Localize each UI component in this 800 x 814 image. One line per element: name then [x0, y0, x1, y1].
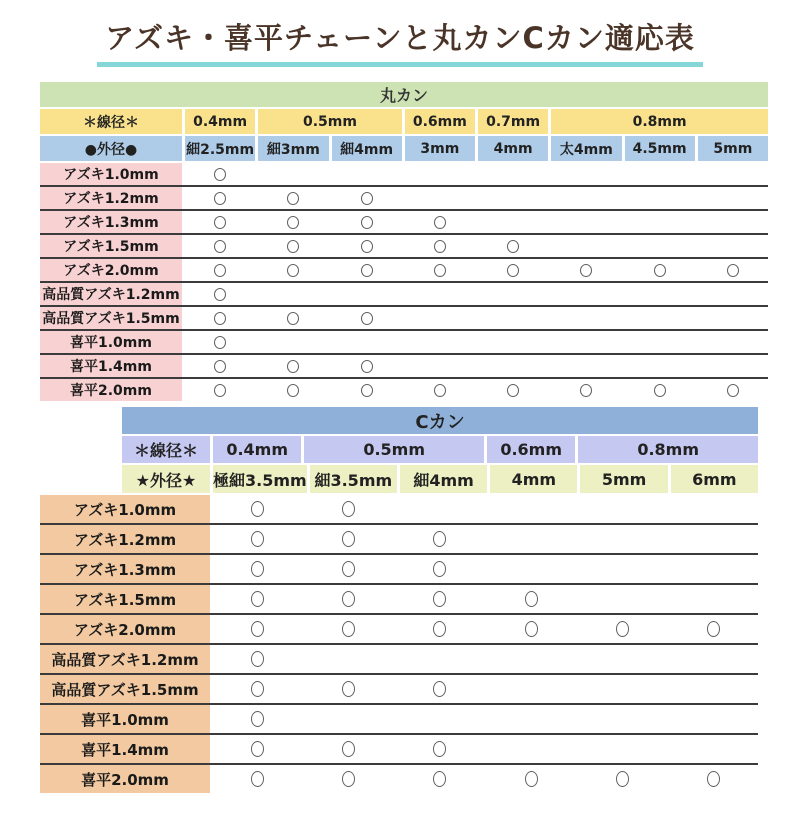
chain-label: 喜平1.0mm — [40, 331, 182, 353]
grid-cell — [304, 735, 392, 763]
circle-mark-icon — [433, 561, 446, 577]
grid-cell — [578, 525, 666, 553]
chain-label: 高品質アズキ1.5mm — [40, 307, 182, 329]
grid-cell — [625, 211, 695, 233]
grid-cell — [304, 555, 392, 583]
chain-label: アズキ2.0mm — [40, 259, 182, 281]
grid-cell — [487, 555, 575, 583]
outer-size-cell: 細3.5mm — [310, 465, 397, 493]
grid-cell — [213, 645, 301, 673]
grid-cell — [396, 645, 484, 673]
outer-size-cell: 細3mm — [258, 136, 328, 161]
grid-cell — [551, 283, 621, 305]
circle-mark-icon — [727, 264, 739, 277]
grid-cell — [698, 283, 768, 305]
grid-cell — [405, 259, 475, 281]
grid-cell — [625, 163, 695, 185]
circle-mark-icon — [342, 591, 355, 607]
grid-cell — [304, 765, 392, 793]
grid-cell — [332, 211, 402, 233]
grid-cell — [478, 331, 548, 353]
circle-mark-icon — [214, 192, 226, 205]
circle-mark-icon — [727, 384, 739, 397]
circle-mark-icon — [361, 312, 373, 325]
grid-cell — [487, 525, 575, 553]
circle-mark-icon — [342, 621, 355, 637]
grid-cell — [185, 379, 255, 401]
chain-label: 高品質アズキ1.2mm — [40, 645, 210, 673]
grid-cell — [625, 259, 695, 281]
grid-cell — [578, 615, 666, 643]
wire-diameter-header: ＊線径＊ — [40, 109, 182, 134]
grid-cell — [578, 555, 666, 583]
grid-cell — [578, 705, 666, 733]
circle-mark-icon — [361, 264, 373, 277]
grid-cell — [396, 525, 484, 553]
grid-cell — [487, 615, 575, 643]
circle-mark-icon — [287, 216, 299, 229]
grid-cell — [478, 307, 548, 329]
table-row — [40, 615, 758, 645]
table-row — [40, 675, 758, 705]
grid-cell — [258, 259, 328, 281]
circle-mark-icon — [361, 216, 373, 229]
grid-cell — [396, 705, 484, 733]
grid-cell — [213, 705, 301, 733]
circle-mark-icon — [654, 264, 666, 277]
circle-mark-icon — [251, 501, 264, 517]
grid-cell — [213, 675, 301, 703]
grid-cell — [213, 555, 301, 583]
grid-cell — [213, 585, 301, 613]
table-row — [40, 307, 768, 331]
table-row — [40, 235, 768, 259]
grid-cell — [213, 735, 301, 763]
table-title: Cカン — [122, 407, 758, 434]
grid-cell — [185, 163, 255, 185]
circle-mark-icon — [287, 384, 299, 397]
table-row — [40, 525, 758, 555]
grid-cell — [185, 283, 255, 305]
grid-cell — [478, 235, 548, 257]
grid-cell — [396, 585, 484, 613]
grid-cell — [304, 615, 392, 643]
outer-diameter-header: ●外径● — [40, 136, 182, 161]
grid-cell — [258, 307, 328, 329]
grid-cell — [487, 765, 575, 793]
grid-cell — [698, 187, 768, 209]
circle-mark-icon — [214, 336, 226, 349]
circle-mark-icon — [434, 216, 446, 229]
chain-label: アズキ1.2mm — [40, 525, 210, 553]
circle-mark-icon — [251, 711, 264, 727]
table-row — [40, 82, 768, 107]
grid-cell — [625, 355, 695, 377]
table-row — [40, 555, 758, 585]
wire-diameter-header: ＊線径＊ — [122, 436, 210, 463]
table-row — [40, 407, 758, 434]
chain-label: 高品質アズキ1.2mm — [40, 283, 182, 305]
grid-cell — [258, 331, 328, 353]
grid-cell — [698, 379, 768, 401]
grid-cell — [698, 163, 768, 185]
circle-mark-icon — [434, 264, 446, 277]
circle-mark-icon — [434, 240, 446, 253]
circle-mark-icon — [507, 384, 519, 397]
outer-size-cell: 細2.5mm — [185, 136, 255, 161]
table-row — [40, 283, 768, 307]
outer-size-cell: 極細3.5mm — [213, 465, 307, 493]
grid-cell — [332, 307, 402, 329]
table-row — [40, 187, 768, 211]
chain-label: 喜平1.0mm — [40, 705, 210, 733]
chain-label: アズキ1.3mm — [40, 211, 182, 233]
table-row — [40, 735, 758, 765]
circle-mark-icon — [580, 384, 592, 397]
grid-cell — [478, 379, 548, 401]
wire-size-cell: 0.8mm — [578, 436, 758, 463]
grid-cell — [258, 379, 328, 401]
circle-mark-icon — [433, 771, 446, 787]
table-row — [40, 379, 768, 401]
grid-cell — [405, 379, 475, 401]
chain-label: 喜平1.4mm — [40, 735, 210, 763]
grid-cell — [578, 675, 666, 703]
circle-mark-icon — [525, 621, 538, 637]
circle-mark-icon — [616, 621, 629, 637]
grid-cell — [304, 705, 392, 733]
grid-cell — [185, 235, 255, 257]
grid-cell — [578, 645, 666, 673]
circle-mark-icon — [251, 561, 264, 577]
grid-cell — [551, 187, 621, 209]
grid-cell — [698, 259, 768, 281]
grid-cell — [625, 235, 695, 257]
grid-cell — [304, 525, 392, 553]
grid-cell — [396, 675, 484, 703]
grid-cell — [670, 645, 758, 673]
circle-mark-icon — [507, 264, 519, 277]
grid-cell — [405, 163, 475, 185]
circle-mark-icon — [251, 591, 264, 607]
chain-label: アズキ1.5mm — [40, 585, 210, 613]
grid-cell — [487, 585, 575, 613]
circle-mark-icon — [287, 240, 299, 253]
grid-cell — [185, 355, 255, 377]
grid-cell — [258, 283, 328, 305]
grid-cell — [185, 259, 255, 281]
circle-mark-icon — [214, 240, 226, 253]
grid-cell — [332, 283, 402, 305]
chain-label: アズキ1.3mm — [40, 555, 210, 583]
grid-cell — [487, 675, 575, 703]
chain-label: 喜平2.0mm — [40, 379, 182, 401]
outer-size-cell: 5mm — [580, 465, 667, 493]
circle-mark-icon — [525, 771, 538, 787]
chain-label: アズキ1.0mm — [40, 495, 210, 523]
grid-cell — [258, 163, 328, 185]
outer-size-cell: 5mm — [698, 136, 768, 161]
circle-mark-icon — [251, 741, 264, 757]
grid-cell — [185, 331, 255, 353]
circle-mark-icon — [342, 741, 355, 757]
table-row — [40, 109, 768, 134]
grid-cell — [670, 585, 758, 613]
grid-cell — [578, 765, 666, 793]
table-row — [40, 585, 758, 615]
chain-label: 高品質アズキ1.5mm — [40, 675, 210, 703]
grid-cell — [332, 187, 402, 209]
grid-cell — [332, 259, 402, 281]
grid-cell — [578, 495, 666, 523]
grid-cell — [396, 495, 484, 523]
grid-cell — [396, 735, 484, 763]
grid-cell — [396, 615, 484, 643]
outer-size-cell: 細4mm — [400, 465, 487, 493]
table-row — [40, 705, 758, 735]
circle-mark-icon — [251, 681, 264, 697]
chain-label: アズキ1.2mm — [40, 187, 182, 209]
circle-mark-icon — [433, 531, 446, 547]
grid-cell — [185, 187, 255, 209]
grid-cell — [478, 163, 548, 185]
circle-mark-icon — [361, 192, 373, 205]
table-row — [40, 355, 768, 379]
grid-cell — [625, 283, 695, 305]
grid-cell — [213, 495, 301, 523]
circle-mark-icon — [525, 591, 538, 607]
grid-cell — [478, 259, 548, 281]
wire-size-cell: 0.4mm — [185, 109, 255, 134]
grid-cell — [304, 585, 392, 613]
grid-cell — [487, 735, 575, 763]
circle-mark-icon — [214, 168, 226, 181]
grid-cell — [578, 585, 666, 613]
circle-mark-icon — [433, 591, 446, 607]
grid-cell — [185, 211, 255, 233]
circle-mark-icon — [433, 621, 446, 637]
grid-cell — [258, 211, 328, 233]
outer-size-cell: 6mm — [671, 465, 758, 493]
table-row — [40, 259, 768, 283]
table-row — [40, 465, 758, 493]
wire-size-cell: 0.5mm — [304, 436, 484, 463]
circle-mark-icon — [361, 384, 373, 397]
circle-mark-icon — [251, 771, 264, 787]
table-row — [40, 163, 768, 187]
chain-label: アズキ1.5mm — [40, 235, 182, 257]
page-title: アズキ・喜平チェーンと丸カンCカン適応表 — [97, 14, 703, 67]
circle-mark-icon — [214, 264, 226, 277]
grid-cell — [185, 307, 255, 329]
grid-cell — [670, 735, 758, 763]
grid-cell — [396, 555, 484, 583]
grid-cell — [551, 211, 621, 233]
circle-mark-icon — [214, 312, 226, 325]
circle-mark-icon — [616, 771, 629, 787]
table-title: 丸カン — [40, 82, 768, 107]
grid-cell — [478, 355, 548, 377]
grid-cell — [670, 615, 758, 643]
grid-cell — [487, 495, 575, 523]
grid-cell — [213, 525, 301, 553]
grid-cell — [332, 379, 402, 401]
grid-cell — [332, 163, 402, 185]
circle-mark-icon — [287, 192, 299, 205]
chain-label: アズキ1.0mm — [40, 163, 182, 185]
circle-mark-icon — [654, 384, 666, 397]
grid-cell — [405, 211, 475, 233]
grid-cell — [405, 235, 475, 257]
circle-mark-icon — [507, 240, 519, 253]
grid-cell — [405, 283, 475, 305]
grid-cell — [670, 555, 758, 583]
grid-cell — [551, 379, 621, 401]
grid-cell — [304, 675, 392, 703]
grid-cell — [487, 705, 575, 733]
grid-cell — [478, 187, 548, 209]
chain-label: アズキ2.0mm — [40, 615, 210, 643]
grid-cell — [551, 307, 621, 329]
circle-mark-icon — [434, 384, 446, 397]
grid-cell — [405, 307, 475, 329]
grid-cell — [478, 211, 548, 233]
grid-cell — [625, 307, 695, 329]
wire-size-cell: 0.7mm — [478, 109, 548, 134]
grid-cell — [625, 187, 695, 209]
grid-cell — [698, 331, 768, 353]
circle-mark-icon — [707, 621, 720, 637]
circle-mark-icon — [287, 312, 299, 325]
circle-mark-icon — [342, 531, 355, 547]
grid-cell — [625, 331, 695, 353]
grid-cell — [551, 259, 621, 281]
table-row — [40, 765, 758, 793]
circle-mark-icon — [214, 288, 226, 301]
chain-label: 喜平1.4mm — [40, 355, 182, 377]
grid-cell — [551, 331, 621, 353]
outer-size-cell: 4mm — [490, 465, 577, 493]
maru-kan-compatibility-table — [40, 82, 800, 401]
grid-cell — [487, 645, 575, 673]
table-row — [40, 495, 758, 525]
grid-cell — [625, 379, 695, 401]
grid-cell — [698, 307, 768, 329]
wire-size-cell: 0.6mm — [487, 436, 575, 463]
circle-mark-icon — [361, 240, 373, 253]
wire-size-cell: 0.8mm — [551, 109, 768, 134]
circle-mark-icon — [707, 771, 720, 787]
circle-mark-icon — [342, 681, 355, 697]
circle-mark-icon — [251, 621, 264, 637]
grid-cell — [258, 235, 328, 257]
grid-cell — [551, 235, 621, 257]
grid-cell — [698, 355, 768, 377]
circle-mark-icon — [342, 501, 355, 517]
wire-size-cell: 0.5mm — [258, 109, 402, 134]
table-row — [40, 136, 768, 161]
outer-size-cell: 太4mm — [551, 136, 621, 161]
table-row — [40, 436, 758, 463]
circle-mark-icon — [361, 360, 373, 373]
circle-mark-icon — [287, 360, 299, 373]
table-row — [40, 645, 758, 675]
grid-cell — [258, 355, 328, 377]
outer-size-cell: 細4mm — [332, 136, 402, 161]
grid-cell — [396, 765, 484, 793]
circle-mark-icon — [214, 216, 226, 229]
outer-size-cell: 3mm — [405, 136, 475, 161]
grid-cell — [304, 645, 392, 673]
grid-cell — [551, 163, 621, 185]
wire-size-cell: 0.6mm — [405, 109, 475, 134]
circle-mark-icon — [214, 360, 226, 373]
grid-cell — [670, 525, 758, 553]
circle-mark-icon — [214, 384, 226, 397]
outer-diameter-header: ★外径★ — [122, 465, 210, 493]
grid-cell — [478, 283, 548, 305]
circle-mark-icon — [580, 264, 592, 277]
grid-cell — [332, 235, 402, 257]
table-row — [40, 211, 768, 235]
grid-cell — [670, 705, 758, 733]
grid-cell — [698, 235, 768, 257]
table-row — [40, 331, 768, 355]
grid-cell — [405, 331, 475, 353]
circle-mark-icon — [433, 681, 446, 697]
grid-cell — [213, 765, 301, 793]
grid-cell — [551, 355, 621, 377]
grid-cell — [258, 187, 328, 209]
grid-cell — [578, 735, 666, 763]
wire-size-cell: 0.4mm — [213, 436, 301, 463]
grid-cell — [670, 765, 758, 793]
c-kan-compatibility-table — [40, 407, 800, 793]
circle-mark-icon — [433, 741, 446, 757]
grid-cell — [304, 495, 392, 523]
grid-cell — [332, 331, 402, 353]
grid-cell — [670, 495, 758, 523]
grid-cell — [332, 355, 402, 377]
grid-cell — [405, 355, 475, 377]
grid-cell — [698, 211, 768, 233]
circle-mark-icon — [342, 561, 355, 577]
circle-mark-icon — [287, 264, 299, 277]
outer-size-cell: 4mm — [478, 136, 548, 161]
grid-cell — [670, 675, 758, 703]
grid-cell — [213, 615, 301, 643]
outer-size-cell: 4.5mm — [625, 136, 695, 161]
chain-label: 喜平2.0mm — [40, 765, 210, 793]
circle-mark-icon — [342, 771, 355, 787]
grid-cell — [405, 187, 475, 209]
circle-mark-icon — [251, 531, 264, 547]
circle-mark-icon — [251, 651, 264, 667]
